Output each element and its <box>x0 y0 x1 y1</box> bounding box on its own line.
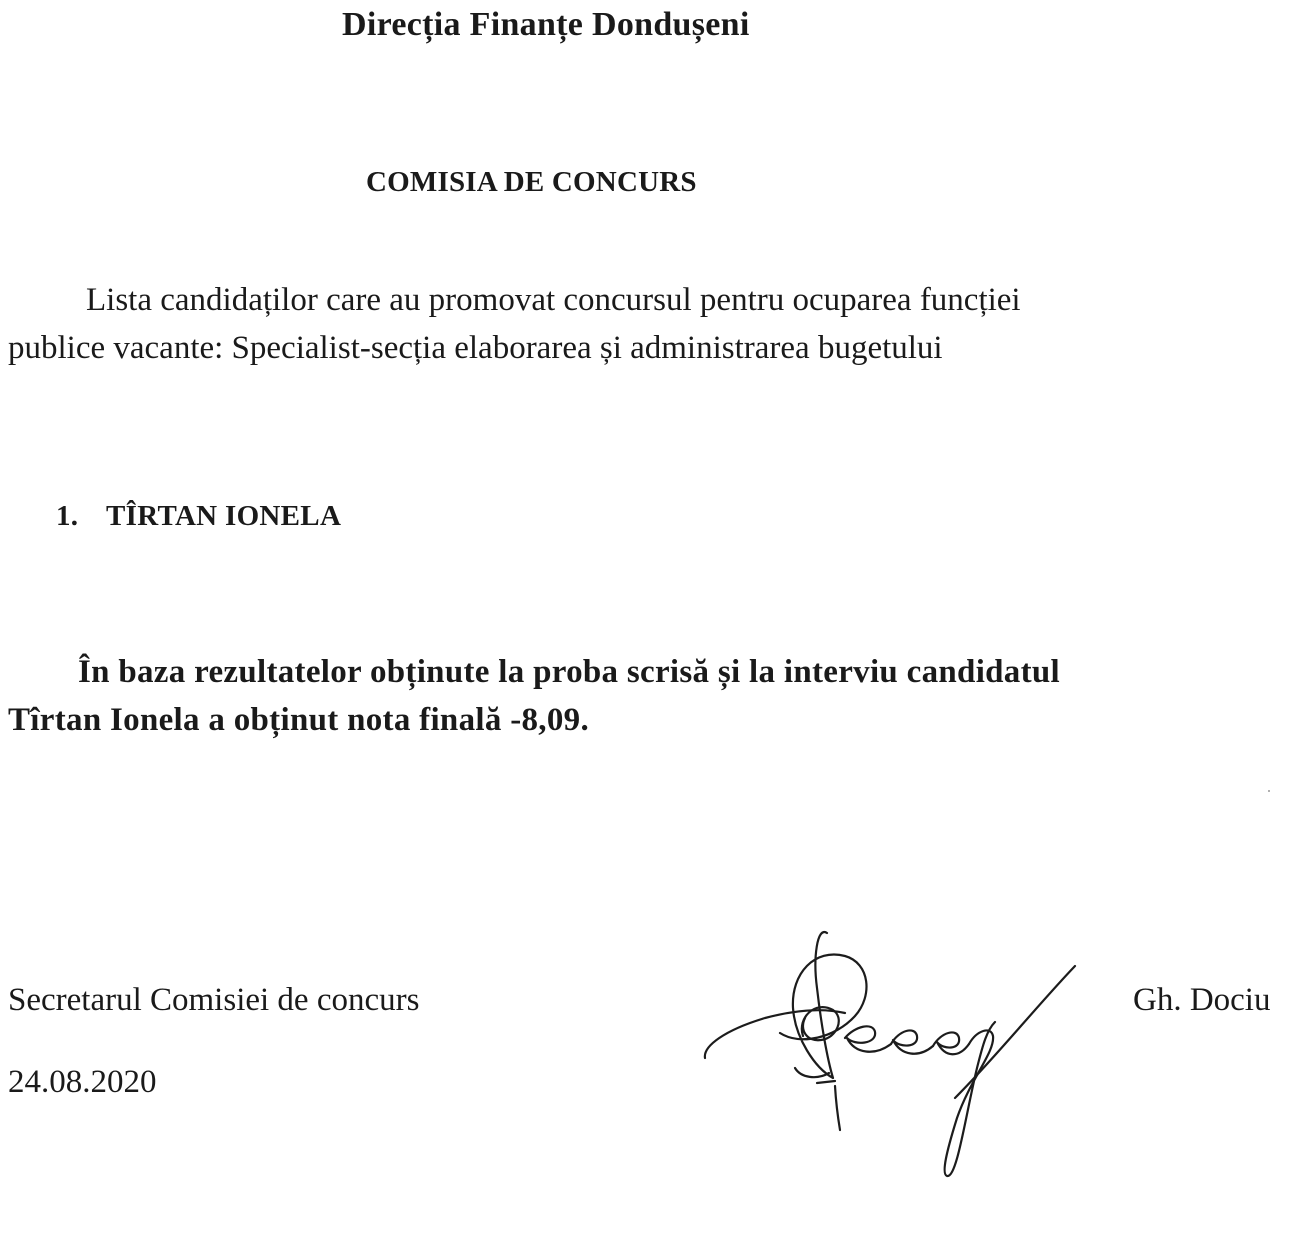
candidate-list-item <box>56 500 341 533</box>
secretary-name: Gh. Dociu <box>1133 982 1271 1018</box>
secretary-label: Secretarul Comisiei de concurs <box>8 982 420 1018</box>
candidate-name: TÎRTAN IONELA <box>106 500 342 532</box>
result-text-line-1: În baza rezultatelor obținute la proba scrisă și la interviu candidatul <box>78 654 1061 690</box>
result-text-line-2: Tîrtan Ionela a obținut nota finală -8,09. <box>8 702 589 738</box>
intro-text-line-1: Lista candidaților care au promovat concursul pentru ocuparea funcției <box>86 282 1021 318</box>
commission-title: COMISIA DE CONCURS <box>366 166 697 198</box>
document-date: 24.08.2020 <box>8 1064 157 1100</box>
handwritten-signature <box>695 918 1095 1188</box>
candidate-number: 1. <box>56 500 79 532</box>
scan-speck <box>1268 790 1270 792</box>
intro-text-line-2: publice vacante: Specialist-secția elaborarea și administrarea bugetului <box>8 330 943 366</box>
organization-title: Direcția Finanțe Dondușeni <box>342 6 750 43</box>
